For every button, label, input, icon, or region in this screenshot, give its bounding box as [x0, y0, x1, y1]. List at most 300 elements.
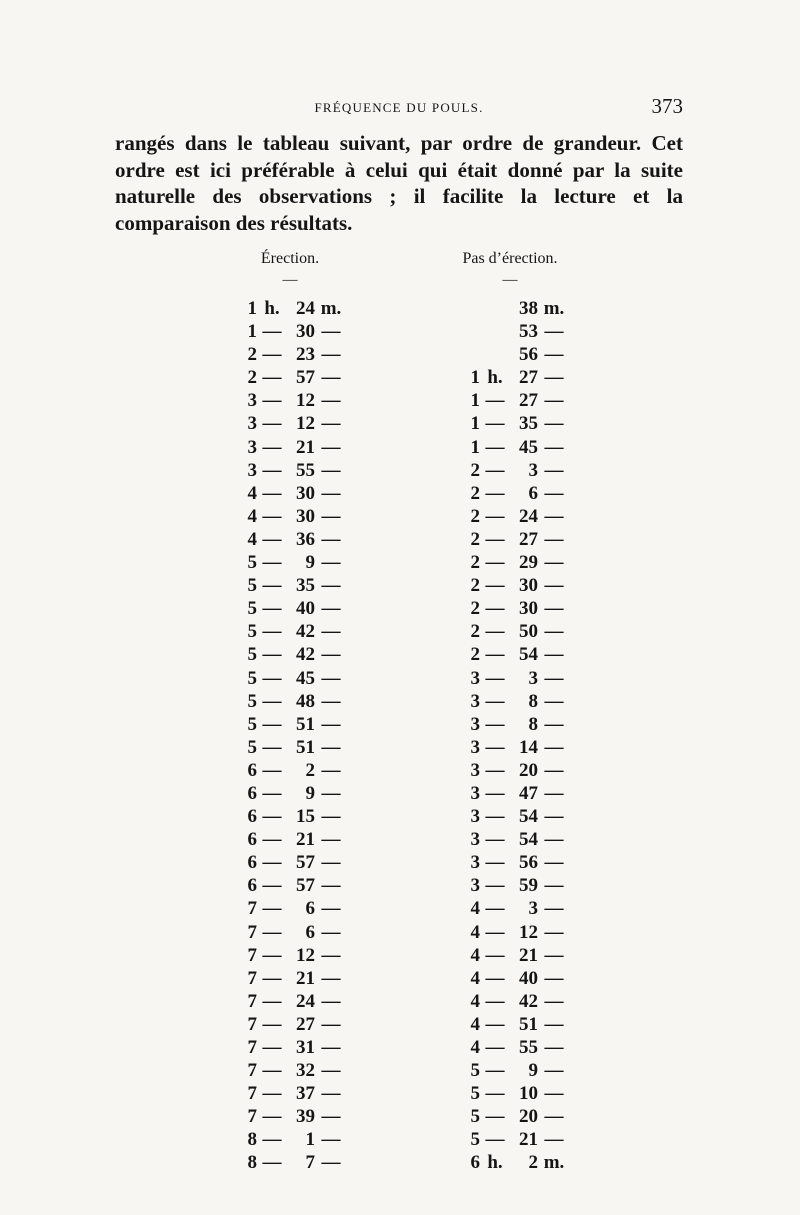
- hours-value: 2: [470, 459, 480, 481]
- minutes-value: 21: [296, 829, 315, 851]
- hours-value: [458, 297, 480, 320]
- minutes-value: 10: [519, 1083, 538, 1105]
- table-row: [235, 667, 347, 690]
- hours-unit: —: [262, 1060, 282, 1082]
- hours-value: 1: [470, 390, 480, 412]
- hours-value: 5: [470, 1083, 480, 1105]
- column-title-erection: Érection.: [260, 250, 320, 267]
- minutes-unit: —: [321, 367, 341, 389]
- table-row: [458, 944, 570, 967]
- minutes-value: 24: [296, 298, 315, 319]
- hours-value: 5: [247, 621, 257, 643]
- hours-value: 1: [470, 367, 480, 389]
- table-row: [235, 1082, 347, 1105]
- hours-unit: —: [485, 713, 505, 735]
- hours-value: 2: [470, 644, 480, 666]
- hours-value: 5: [247, 736, 257, 758]
- table-row: [235, 412, 347, 435]
- hours-unit: —: [485, 1013, 505, 1035]
- hours-unit: —: [485, 829, 505, 851]
- minutes-unit: —: [321, 898, 341, 920]
- minutes-value: 51: [296, 736, 315, 758]
- hours-value: 6: [247, 806, 257, 828]
- minutes-unit: —: [321, 875, 341, 897]
- minutes-unit: —: [544, 736, 564, 758]
- minutes-value: 21: [296, 436, 315, 458]
- hours-value: 6: [247, 759, 257, 781]
- hours-unit: —: [262, 967, 282, 989]
- minutes-unit: —: [321, 967, 341, 989]
- table-row: [235, 320, 347, 343]
- hours-unit: —: [262, 1152, 282, 1174]
- minutes-unit: —: [321, 552, 341, 574]
- minutes-unit: —: [544, 806, 564, 828]
- minutes-unit: —: [544, 875, 564, 897]
- table-row: [458, 667, 570, 690]
- column-title-no-erection: Pas d’érection.: [462, 250, 558, 267]
- hours-unit: —: [485, 806, 505, 828]
- minutes-value: 40: [296, 598, 315, 620]
- minutes-unit: —: [544, 898, 564, 920]
- table-row: [458, 643, 570, 666]
- minutes-unit: —: [321, 759, 341, 781]
- table-row: [235, 297, 347, 320]
- minutes-unit: —: [544, 644, 564, 666]
- hours-value: 2: [470, 552, 480, 574]
- hours-unit: —: [485, 967, 505, 989]
- hours-value: 3: [247, 413, 257, 435]
- hours-value: [458, 320, 480, 343]
- minutes-value: 24: [519, 505, 538, 527]
- table-row: [235, 482, 347, 505]
- minutes-unit: —: [321, 413, 341, 435]
- minutes-unit: —: [321, 321, 341, 343]
- hours-unit: —: [262, 552, 282, 574]
- table-row: [235, 551, 347, 574]
- hours-value: 4: [470, 921, 480, 943]
- hours-value: 3: [470, 759, 480, 781]
- table-row: [235, 343, 347, 366]
- hours-unit: h.: [264, 298, 280, 319]
- minutes-unit: —: [321, 528, 341, 550]
- hours-unit: —: [262, 852, 282, 874]
- hours-unit: —: [262, 898, 282, 920]
- hours-value: 7: [247, 990, 257, 1012]
- table-row: [235, 1105, 347, 1128]
- hours-unit: —: [262, 667, 282, 689]
- minutes-value: 12: [296, 944, 315, 966]
- table-row: [235, 874, 347, 897]
- hours-unit: —: [485, 921, 505, 943]
- table-row: [458, 574, 570, 597]
- table-row: [235, 690, 347, 713]
- hours-value: 5: [247, 667, 257, 689]
- minutes-value: 30: [296, 321, 315, 343]
- minutes-value: 40: [519, 967, 538, 989]
- table-row: [458, 297, 570, 320]
- minutes-value: 47: [519, 782, 538, 804]
- minutes-value: 56: [519, 852, 538, 874]
- hours-value: 5: [247, 552, 257, 574]
- table-row: [235, 921, 347, 944]
- minutes-value: 27: [519, 390, 538, 412]
- table-row: [458, 343, 570, 366]
- hours-unit: —: [485, 598, 505, 620]
- minutes-unit: —: [321, 667, 341, 689]
- minutes-value: 21: [519, 944, 538, 966]
- table-row: [458, 1082, 570, 1105]
- table-row: [458, 874, 570, 897]
- table-row: [235, 1151, 347, 1174]
- table-row: [458, 1128, 570, 1151]
- minutes-unit: —: [544, 944, 564, 966]
- minutes-unit: —: [544, 621, 564, 643]
- hours-value: 2: [470, 575, 480, 597]
- hours-unit: —: [485, 944, 505, 966]
- minutes-value: 32: [296, 1060, 315, 1082]
- table-row: [458, 528, 570, 551]
- table-row: [458, 1059, 570, 1082]
- hours-value: 5: [470, 1060, 480, 1082]
- hours-value: 8: [247, 1152, 257, 1174]
- hours-unit: —: [262, 482, 282, 504]
- minutes-unit: —: [544, 690, 564, 712]
- table-row: [458, 782, 570, 805]
- table-row: [458, 1036, 570, 1059]
- hours-unit: —: [485, 621, 505, 643]
- hours-unit: —: [262, 413, 282, 435]
- minutes-unit: —: [544, 552, 564, 574]
- minutes-value: 9: [528, 1060, 538, 1082]
- minutes-value: 12: [296, 413, 315, 435]
- hours-value: 5: [247, 644, 257, 666]
- table-row: [458, 1151, 570, 1174]
- hours-unit: —: [485, 667, 505, 689]
- minutes-value: 21: [296, 967, 315, 989]
- table-row: [235, 1059, 347, 1082]
- minutes-value: 14: [519, 736, 538, 758]
- hours-value: 2: [470, 621, 480, 643]
- minutes-value: 45: [519, 436, 538, 458]
- hours-value: [458, 343, 480, 366]
- hours-value: 3: [470, 690, 480, 712]
- minutes-value: 31: [296, 1037, 315, 1058]
- table-row: [235, 990, 347, 1013]
- hours-unit: —: [485, 459, 505, 481]
- minutes-value: 3: [528, 898, 538, 920]
- hours-value: 6: [470, 1152, 480, 1174]
- minutes-unit: —: [321, 806, 341, 828]
- minutes-unit: —: [321, 1152, 341, 1174]
- hours-value: 3: [470, 713, 480, 735]
- minutes-unit: —: [544, 990, 564, 1012]
- minutes-unit: —: [544, 598, 564, 620]
- minutes-unit: —: [544, 1083, 564, 1105]
- hours-value: 4: [247, 505, 257, 527]
- hours-unit: —: [485, 482, 505, 504]
- minutes-unit: —: [544, 344, 564, 366]
- hours-unit: —: [262, 459, 282, 481]
- hours-unit: —: [485, 1060, 505, 1082]
- minutes-unit: —: [321, 990, 341, 1012]
- minutes-unit: —: [321, 505, 341, 527]
- page-number: 373: [651, 94, 683, 118]
- hours-unit: [480, 297, 510, 320]
- hours-value: 3: [470, 875, 480, 897]
- hours-value: 2: [470, 505, 480, 527]
- table-row: [458, 990, 570, 1013]
- minutes-value: 35: [296, 575, 315, 597]
- hours-value: 4: [470, 967, 480, 989]
- minutes-unit: —: [321, 390, 341, 412]
- table-row: [458, 897, 570, 920]
- minutes-value: 42: [296, 644, 315, 666]
- minutes-value: 29: [519, 552, 538, 574]
- minutes-value: 57: [296, 367, 315, 389]
- minutes-value: 2: [528, 1152, 538, 1174]
- hours-unit: [480, 320, 510, 343]
- minutes-unit: —: [544, 505, 564, 527]
- minutes-unit: —: [544, 1129, 564, 1151]
- minutes-unit: m.: [320, 298, 342, 319]
- minutes-unit: —: [544, 1060, 564, 1082]
- running-head: FRÉQUENCE DU POULS.: [314, 100, 484, 115]
- table-row: [458, 412, 570, 435]
- table-row: [458, 551, 570, 574]
- table-row: [235, 643, 347, 666]
- minutes-value: 57: [296, 875, 315, 897]
- minutes-unit: —: [544, 921, 564, 943]
- hours-value: 3: [470, 667, 480, 689]
- table-row: [235, 944, 347, 967]
- minutes-unit: —: [544, 413, 564, 435]
- minutes-unit: —: [544, 390, 564, 412]
- hours-value: 3: [470, 806, 480, 828]
- hours-unit: h.: [487, 1152, 503, 1174]
- minutes-unit: —: [544, 367, 564, 389]
- hours-unit: —: [485, 898, 505, 920]
- table-row: [235, 805, 347, 828]
- table-row: [235, 713, 347, 736]
- hours-unit: —: [262, 759, 282, 781]
- table-row: [458, 505, 570, 528]
- hours-unit: —: [262, 505, 282, 527]
- hours-value: 5: [470, 1129, 480, 1151]
- table-row: [458, 713, 570, 736]
- hours-value: 7: [247, 1083, 257, 1105]
- hours-value: 3: [470, 782, 480, 804]
- hours-value: 7: [247, 967, 257, 989]
- minutes-unit: —: [544, 1106, 564, 1128]
- hours-unit: —: [485, 759, 505, 781]
- minutes-unit: —: [544, 713, 564, 735]
- minutes-unit: —: [321, 921, 341, 943]
- table-row: [458, 851, 570, 874]
- table-row: [235, 782, 347, 805]
- minutes-unit: —: [544, 1037, 564, 1058]
- column-dash-erection: —: [282, 272, 298, 288]
- minutes-value: 30: [296, 505, 315, 527]
- minutes-value: 3: [528, 667, 538, 689]
- hours-value: 3: [247, 459, 257, 481]
- hours-unit: —: [262, 829, 282, 851]
- minutes-unit: —: [544, 528, 564, 550]
- hours-value: 5: [247, 713, 257, 735]
- table-row: [458, 736, 570, 759]
- table-row: [235, 459, 347, 482]
- hours-value: 8: [247, 1129, 257, 1151]
- hours-value: 3: [470, 852, 480, 874]
- hours-unit: —: [262, 990, 282, 1012]
- minutes-value: 59: [519, 875, 538, 897]
- hours-unit: h.: [487, 367, 503, 389]
- hours-value: 2: [470, 528, 480, 550]
- hours-unit: —: [485, 875, 505, 897]
- table-row: [458, 366, 570, 389]
- hours-value: 5: [247, 575, 257, 597]
- hours-unit: —: [262, 621, 282, 643]
- minutes-value: 48: [296, 690, 315, 712]
- table-row: [235, 597, 347, 620]
- hours-value: 7: [247, 1060, 257, 1082]
- erection-duration-table: [235, 297, 347, 1175]
- hours-unit: —: [262, 806, 282, 828]
- hours-unit: —: [485, 1083, 505, 1105]
- hours-unit: —: [262, 875, 282, 897]
- hours-unit: —: [262, 367, 282, 389]
- minutes-value: 9: [305, 552, 315, 574]
- table-row: [458, 436, 570, 459]
- minutes-value: 53: [519, 321, 538, 343]
- hours-unit: —: [262, 690, 282, 712]
- hours-unit: —: [262, 921, 282, 943]
- hours-unit: —: [262, 1037, 282, 1058]
- minutes-unit: —: [321, 621, 341, 643]
- minutes-unit: —: [544, 321, 564, 343]
- minutes-unit: —: [544, 575, 564, 597]
- table-row: [235, 736, 347, 759]
- hours-unit: —: [262, 944, 282, 966]
- column-dash-no-erection: —: [502, 272, 518, 288]
- minutes-value: 55: [519, 1037, 538, 1058]
- hours-value: 1: [247, 321, 257, 343]
- hours-unit: —: [485, 436, 505, 458]
- table-row: [458, 805, 570, 828]
- hours-value: 6: [247, 782, 257, 804]
- minutes-value: 3: [528, 459, 538, 481]
- table-row: [458, 597, 570, 620]
- hours-unit: —: [262, 321, 282, 343]
- minutes-unit: —: [321, 436, 341, 458]
- hours-value: 2: [247, 367, 257, 389]
- minutes-value: 6: [305, 898, 315, 920]
- hours-value: 3: [247, 390, 257, 412]
- hours-unit: —: [485, 413, 505, 435]
- minutes-value: 56: [519, 344, 538, 366]
- minutes-unit: —: [321, 1129, 341, 1151]
- table-row: [235, 620, 347, 643]
- minutes-unit: —: [321, 944, 341, 966]
- minutes-value: 6: [528, 482, 538, 504]
- table-row: [458, 1105, 570, 1128]
- table-row: [235, 967, 347, 990]
- minutes-value: 1: [305, 1129, 315, 1151]
- hours-value: 3: [470, 736, 480, 758]
- minutes-unit: —: [321, 1060, 341, 1082]
- minutes-unit: —: [544, 967, 564, 989]
- page-header: [115, 94, 683, 122]
- minutes-unit: m.: [543, 1152, 565, 1174]
- minutes-unit: —: [544, 759, 564, 781]
- hours-value: 3: [247, 436, 257, 458]
- table-row: [458, 921, 570, 944]
- hours-value: 7: [247, 1013, 257, 1035]
- table-row: [235, 1128, 347, 1151]
- minutes-unit: —: [321, 344, 341, 366]
- minutes-unit: —: [321, 598, 341, 620]
- minutes-value: 15: [296, 806, 315, 828]
- table-row: [458, 759, 570, 782]
- minutes-value: 30: [519, 598, 538, 620]
- hours-value: 2: [247, 344, 257, 366]
- hours-value: 4: [470, 944, 480, 966]
- hours-value: 4: [470, 898, 480, 920]
- hours-value: 7: [247, 1037, 257, 1058]
- minutes-value: 23: [296, 344, 315, 366]
- hours-unit: —: [262, 1083, 282, 1105]
- minutes-value: 7: [305, 1152, 315, 1174]
- minutes-unit: —: [321, 1037, 341, 1058]
- minutes-value: 45: [296, 667, 315, 689]
- table-row: [235, 1036, 347, 1059]
- minutes-value: 20: [519, 1106, 538, 1128]
- hours-unit: —: [485, 852, 505, 874]
- table-row: [458, 620, 570, 643]
- minutes-unit: —: [321, 482, 341, 504]
- minutes-value: 54: [519, 806, 538, 828]
- hours-value: 4: [470, 1037, 480, 1058]
- minutes-value: 24: [296, 990, 315, 1012]
- hours-unit: —: [485, 552, 505, 574]
- table-row: [458, 967, 570, 990]
- minutes-value: 54: [519, 644, 538, 666]
- minutes-unit: —: [321, 575, 341, 597]
- hours-unit: [480, 343, 510, 366]
- hours-unit: —: [262, 782, 282, 804]
- hours-value: 2: [470, 598, 480, 620]
- minutes-value: 30: [519, 575, 538, 597]
- minutes-value: 8: [528, 713, 538, 735]
- table-row: [458, 389, 570, 412]
- minutes-unit: —: [321, 782, 341, 804]
- minutes-value: 51: [519, 1013, 538, 1035]
- table-row: [235, 528, 347, 551]
- hours-value: 7: [247, 898, 257, 920]
- hours-unit: —: [262, 598, 282, 620]
- minutes-value: 30: [296, 482, 315, 504]
- hours-unit: —: [485, 528, 505, 550]
- table-row: [458, 690, 570, 713]
- minutes-unit: —: [544, 1013, 564, 1035]
- minutes-unit: —: [321, 459, 341, 481]
- hours-unit: —: [262, 736, 282, 758]
- hours-unit: —: [485, 990, 505, 1012]
- table-row: [235, 759, 347, 782]
- minutes-value: 51: [296, 713, 315, 735]
- minutes-value: 39: [296, 1106, 315, 1128]
- minutes-value: 37: [296, 1083, 315, 1105]
- minutes-value: 35: [519, 413, 538, 435]
